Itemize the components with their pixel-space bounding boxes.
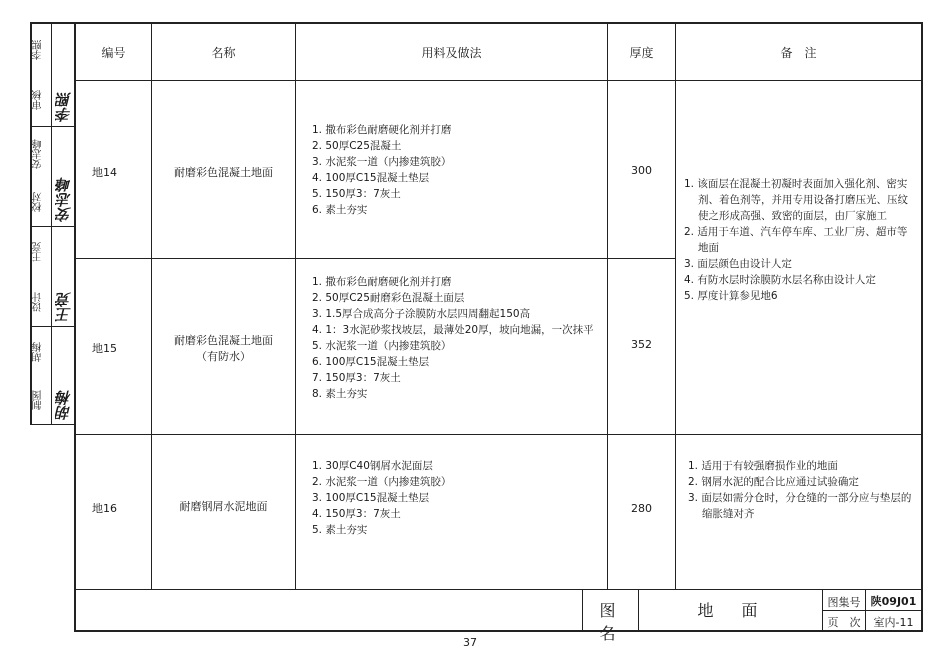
page-number: 37	[463, 636, 477, 649]
step: 1. 30厚C40钢屑水泥面层	[312, 460, 433, 472]
header-thickness: 厚度	[629, 46, 654, 60]
row-code: 地14	[92, 166, 117, 179]
frame-top	[74, 22, 923, 24]
designer-signature: 王竞	[55, 292, 73, 322]
note-item: 4. 有防水层时涂膜防水层名称由设计人定	[684, 274, 876, 286]
step: 3. 100厚C15混凝土垫层	[312, 492, 430, 504]
row-divider-1	[74, 258, 675, 259]
note-item: 2. 适用于车道、汽车停车库、工业厂房、超市等地面	[684, 226, 908, 254]
row-thickness: 280	[631, 502, 652, 515]
notes-group-a	[684, 176, 912, 304]
checker-signature: 安志峰	[55, 177, 73, 222]
drafter-signature: 胡梅	[55, 390, 73, 420]
frame-left	[74, 22, 76, 631]
step: 5. 150厚3：7灰土	[312, 188, 401, 200]
sidebar-sep-2	[30, 226, 74, 227]
atlas-label: 图集号	[827, 596, 861, 609]
check-label: 校对	[33, 192, 44, 212]
review-label: 审核	[33, 90, 44, 110]
step: 6. 100厚C15混凝土垫层	[312, 356, 430, 368]
header-name: 名称	[211, 46, 236, 60]
step: 2. 50厚C25混凝土	[312, 140, 402, 152]
sidebar-top	[30, 22, 74, 24]
step: 4. 100厚C15混凝土垫层	[312, 172, 430, 184]
step: 5. 素土夯实	[312, 524, 368, 536]
step: 5. 水泥浆一道（内掺建筑胶）	[312, 340, 452, 352]
checker-name: 安志峰	[33, 139, 44, 169]
reviewer-signature: 李熙	[55, 92, 73, 122]
sidebar-sep-3	[30, 326, 74, 327]
step: 4. 150厚3：7灰土	[312, 508, 401, 520]
row-code: 地15	[92, 342, 117, 355]
header-divider	[74, 80, 922, 81]
footer-mid-line	[822, 610, 922, 611]
step: 4. 1：3水泥砂浆找坡层，最薄处20厚，坡向地漏，一次抹平	[312, 324, 594, 336]
step: 2. 水泥浆一道（内掺建筑胶）	[312, 476, 452, 488]
header-method: 用料及做法	[421, 46, 482, 60]
step: 1. 撒布彩色耐磨硬化剂并打磨	[312, 276, 452, 288]
figure-label: 图 名	[599, 601, 644, 643]
row-name: 耐磨钢屑水泥地面	[179, 500, 268, 513]
step: 8. 素土夯实	[312, 388, 368, 400]
row-name: 耐磨彩色混凝土地面	[174, 166, 273, 179]
row-steps	[312, 274, 594, 402]
designer-name: 王竞	[33, 242, 44, 262]
row-steps	[312, 122, 451, 218]
row-name-sub: （有防水）	[196, 350, 251, 363]
draft-label: 制图	[33, 390, 44, 410]
note-item: 1. 适用于有较强磨损作业的地面	[688, 460, 838, 472]
row-steps	[312, 458, 451, 538]
step: 1. 撒布彩色耐磨硬化剂并打磨	[312, 124, 452, 136]
step: 6. 素土夯实	[312, 204, 368, 216]
step: 2. 50厚C25耐磨彩色混凝土面层	[312, 292, 465, 304]
row-code: 地16	[92, 502, 117, 515]
col-divider-2	[295, 22, 296, 589]
row-name: 耐磨彩色混凝土地面	[174, 334, 273, 347]
header-code: 编号	[101, 46, 126, 60]
note-item: 3. 面层如需分仓时，分仓缝的一部分应与垫层的缩胀缝对齐	[688, 492, 912, 520]
row-thickness: 352	[631, 338, 652, 351]
design-label: 设计	[33, 292, 44, 312]
header-notes: 备 注	[780, 46, 817, 60]
step: 3. 水泥浆一道（内掺建筑胶）	[312, 156, 452, 168]
note-item: 1. 该面层在混凝土初凝时表面加入强化剂、密实剂、着色剂等，并用专用设备打磨压光、压纹使之形成高强、致密的面层，由厂家施工	[684, 178, 908, 222]
notes-group-b	[688, 458, 914, 522]
figure-name: 地 面	[697, 601, 764, 620]
step: 3. 1.5厚合成高分子涂膜防水层四周翻起150高	[312, 308, 531, 320]
note-item: 5. 厚度计算参见地6	[684, 290, 778, 302]
sidebar-mid	[51, 22, 52, 425]
row-divider-2	[74, 434, 922, 435]
frame-right	[921, 22, 923, 631]
frame-bottom	[74, 630, 923, 632]
note-item: 3. 面层颜色由设计人定	[684, 258, 792, 270]
drafter-name: 胡梅	[33, 342, 44, 362]
row-thickness: 300	[631, 164, 652, 177]
page-label: 页 次	[827, 616, 861, 629]
step: 7. 150厚3：7灰土	[312, 372, 401, 384]
note-item: 2. 钢屑水泥的配合比应通过试验确定	[688, 476, 859, 488]
reviewer-name: 李熙	[33, 40, 44, 60]
page-value: 室内-11	[873, 616, 914, 629]
atlas-value: 陕09J01	[870, 595, 917, 608]
sidebar-sep-1	[30, 126, 74, 127]
sidebar-bottom	[30, 424, 74, 425]
footer-divider	[74, 589, 922, 590]
col-divider-4	[675, 22, 676, 589]
